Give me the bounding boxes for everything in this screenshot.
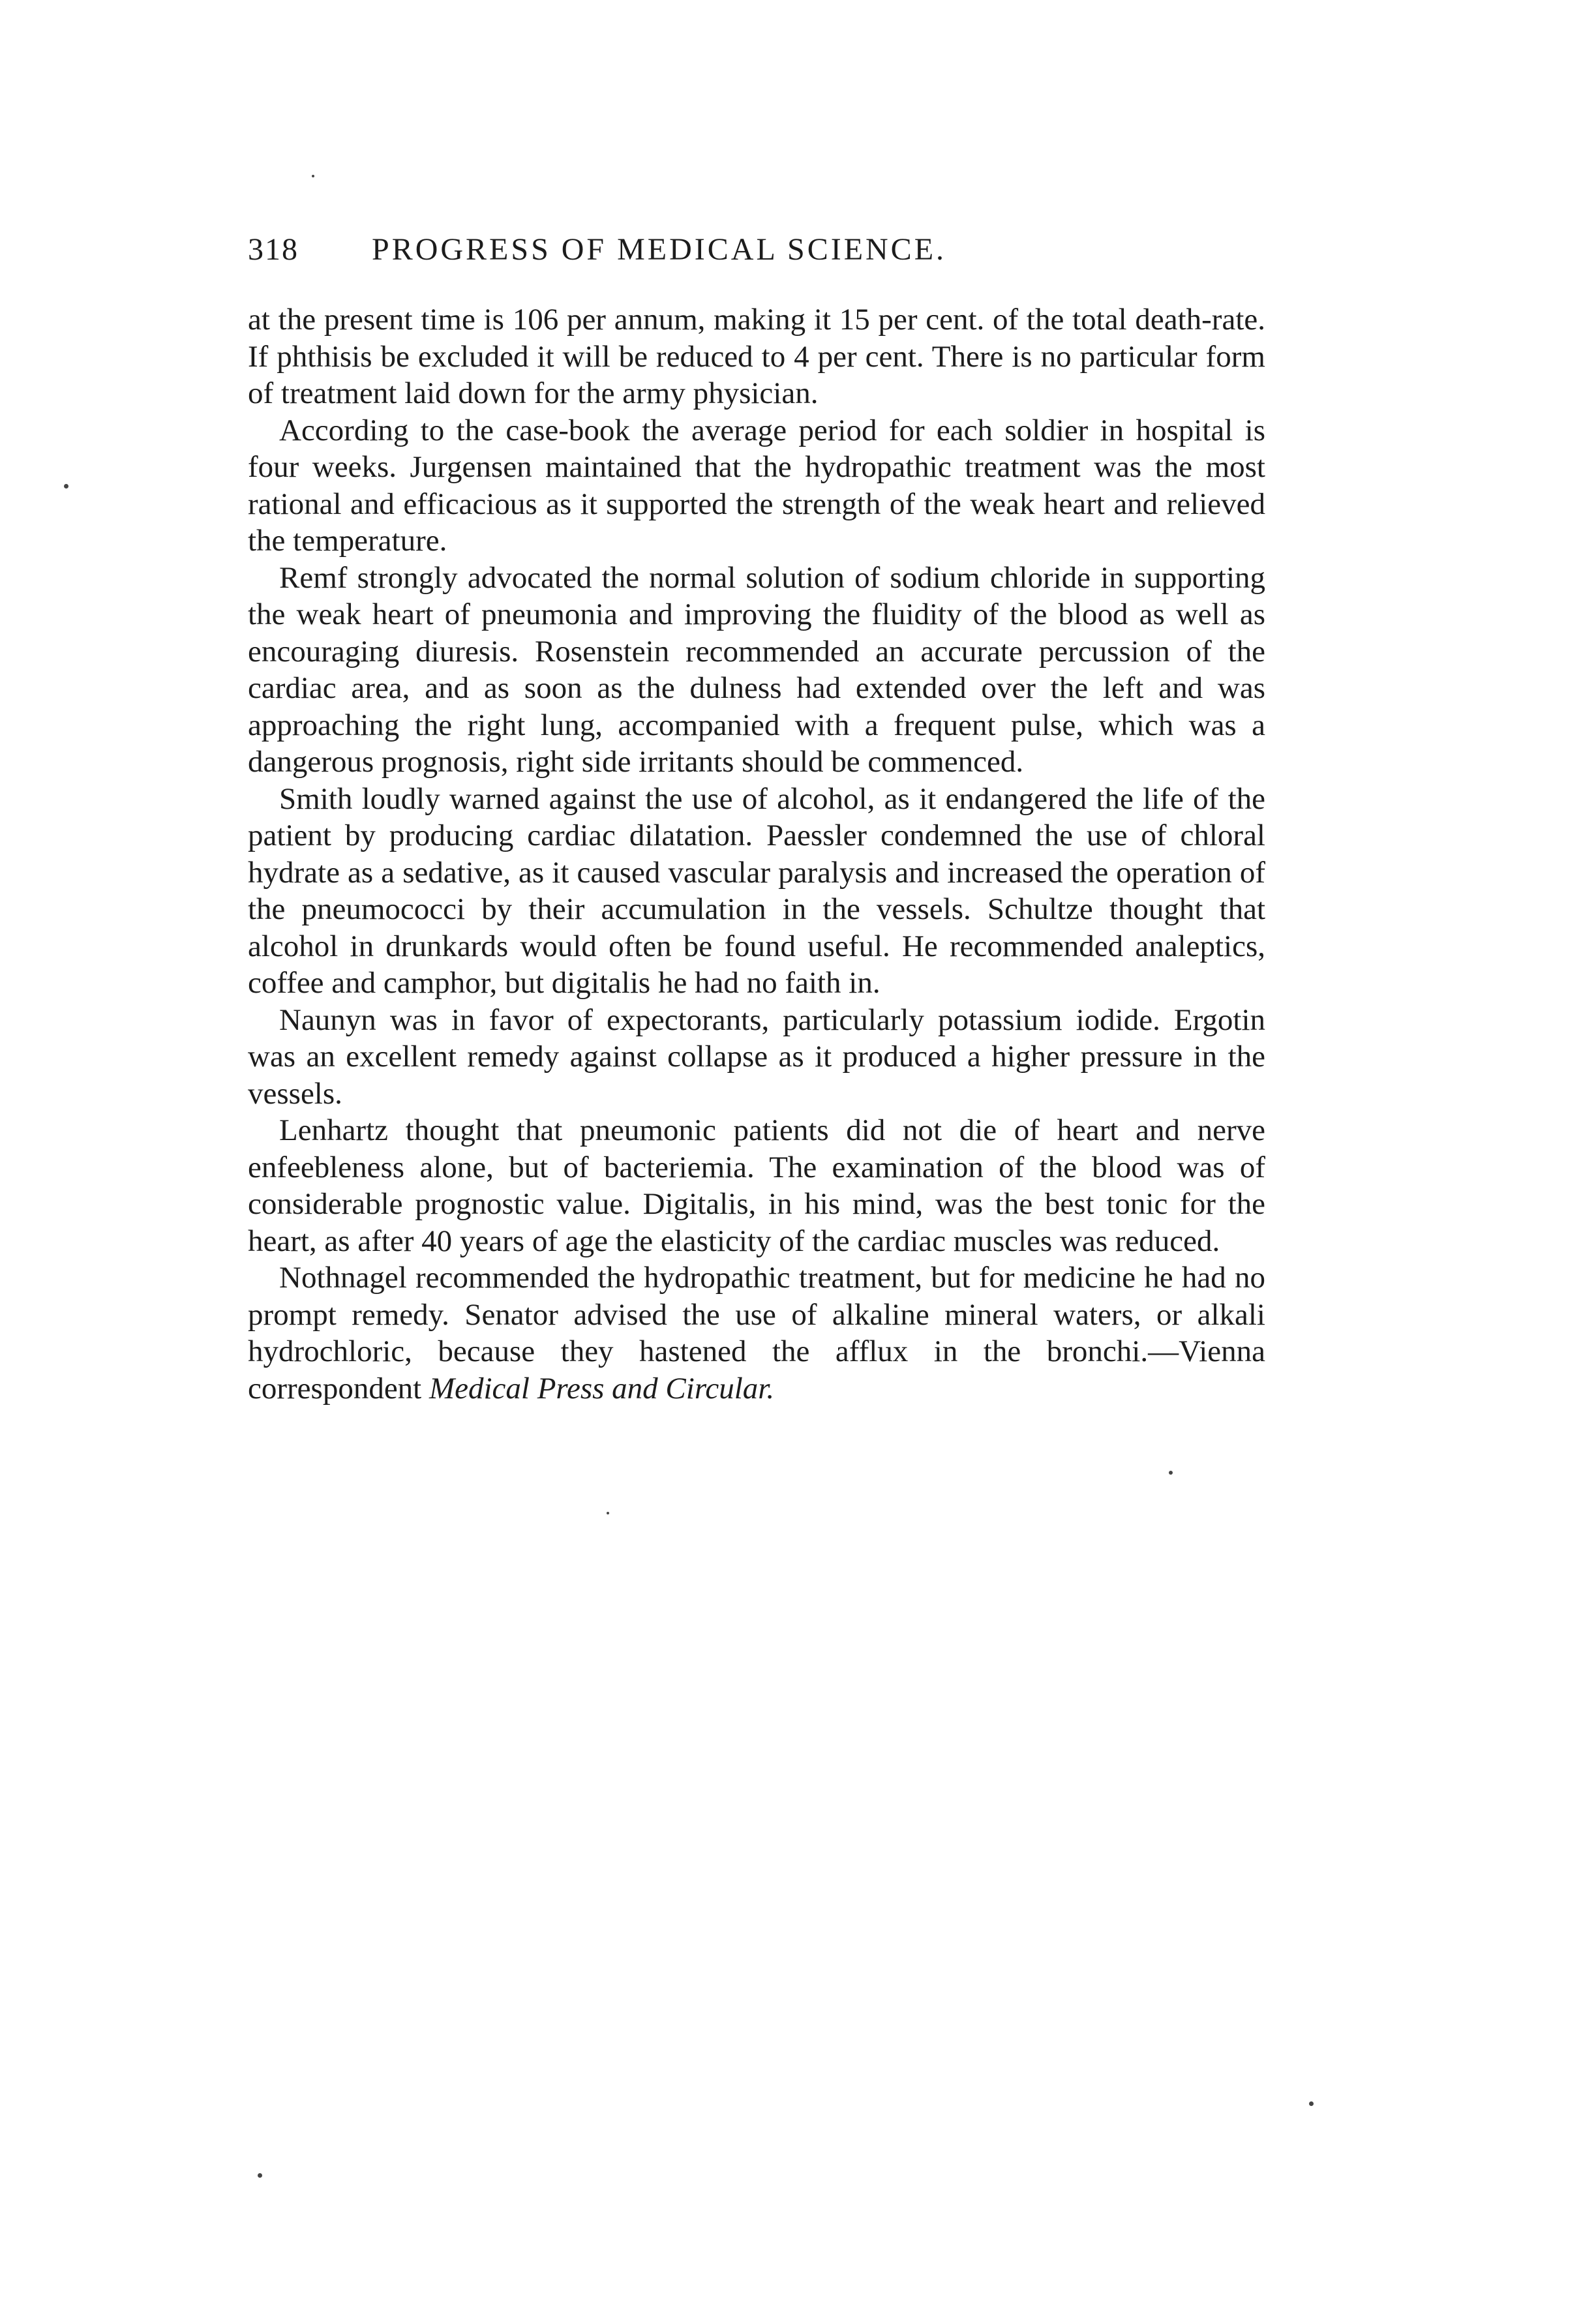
paragraph-5: Naunyn was in favor of expectorants, particularly potassium iodide. Ergotin was an excellent remedy against collapse as it produced a higher pressure in the vessels. [248,1002,1265,1111]
scan-speck [1169,1471,1173,1475]
paragraph-2: According to the case-book the average period for each soldier in hospital is four weeks. Jurgensen maintained that the hydropathic treatment was the most rational and efficacious as it supported the strength of the weak heart and relieved the temperature. [248,413,1265,558]
scan-speck [258,2173,262,2178]
scan-speck [1309,2101,1314,2106]
body-text [248,301,1265,1407]
scan-speck [607,1512,609,1514]
paragraph-7-text: Nothnagel recommended the hydropathic treatment, but for medicine he had no prompt remedy. Senator advised the use of alkaline mineral waters, or alkali hydrochloric, because they hastened the afflux in the bronchi.—Vienna correspondent [248,1261,1265,1406]
source-citation: Medical Press and Circular. [429,1371,775,1406]
page-header [248,232,1265,277]
paragraph-4: Smith loudly warned against the use of alcohol, as it endangered the life of the patient by producing cardiac dilatation. Paessler condemned the use of chloral hydrate as a sedative, as it caused vascular paralysis and increased the operation of the pneumococci by their accumulation in the vessels. Schultze thought that alcohol in drunkards would often be found useful. He recommended analeptics, coffee and camphor, but digitalis he had no faith in. [248,781,1265,1000]
paragraph-6: Lenhartz thought that pneumonic patients did not die of heart and nerve enfeebleness alone, but of bacteriemia. The examination of the blood was of considerable prognostic value. Digitalis, in his mind, was the best tonic for the heart, as after 40 years of age the elasticity of the cardiac muscles was reduced. [248,1113,1265,1258]
scan-speck [64,484,68,489]
running-title: PROGRESS OF MEDICAL SCIENCE. [372,232,947,267]
paragraph-3: Remf strongly advocated the normal solution of sodium chloride in supporting the weak heart of pneumonia and improving the fluidity of the blood as well as encouraging diuresis. Rosenstein recommended an accurate percussion of the cardiac area, and as soon as the dulness had extended over the left and was approaching the right lung, accompanied with a frequent pulse, which was a dangerous prognosis, right side irritants should be commenced. [248,560,1265,779]
page-number: 318 [248,232,299,267]
paragraph-7 [248,1259,1265,1407]
paragraph-1: at the present time is 106 per annum, making it 15 per cent. of the total death-rate. If phthisis be excluded it will be reduced to 4 per cent. There is no particular form of treatment laid down for the army physician. [248,303,1265,410]
scan-speck [312,175,314,177]
